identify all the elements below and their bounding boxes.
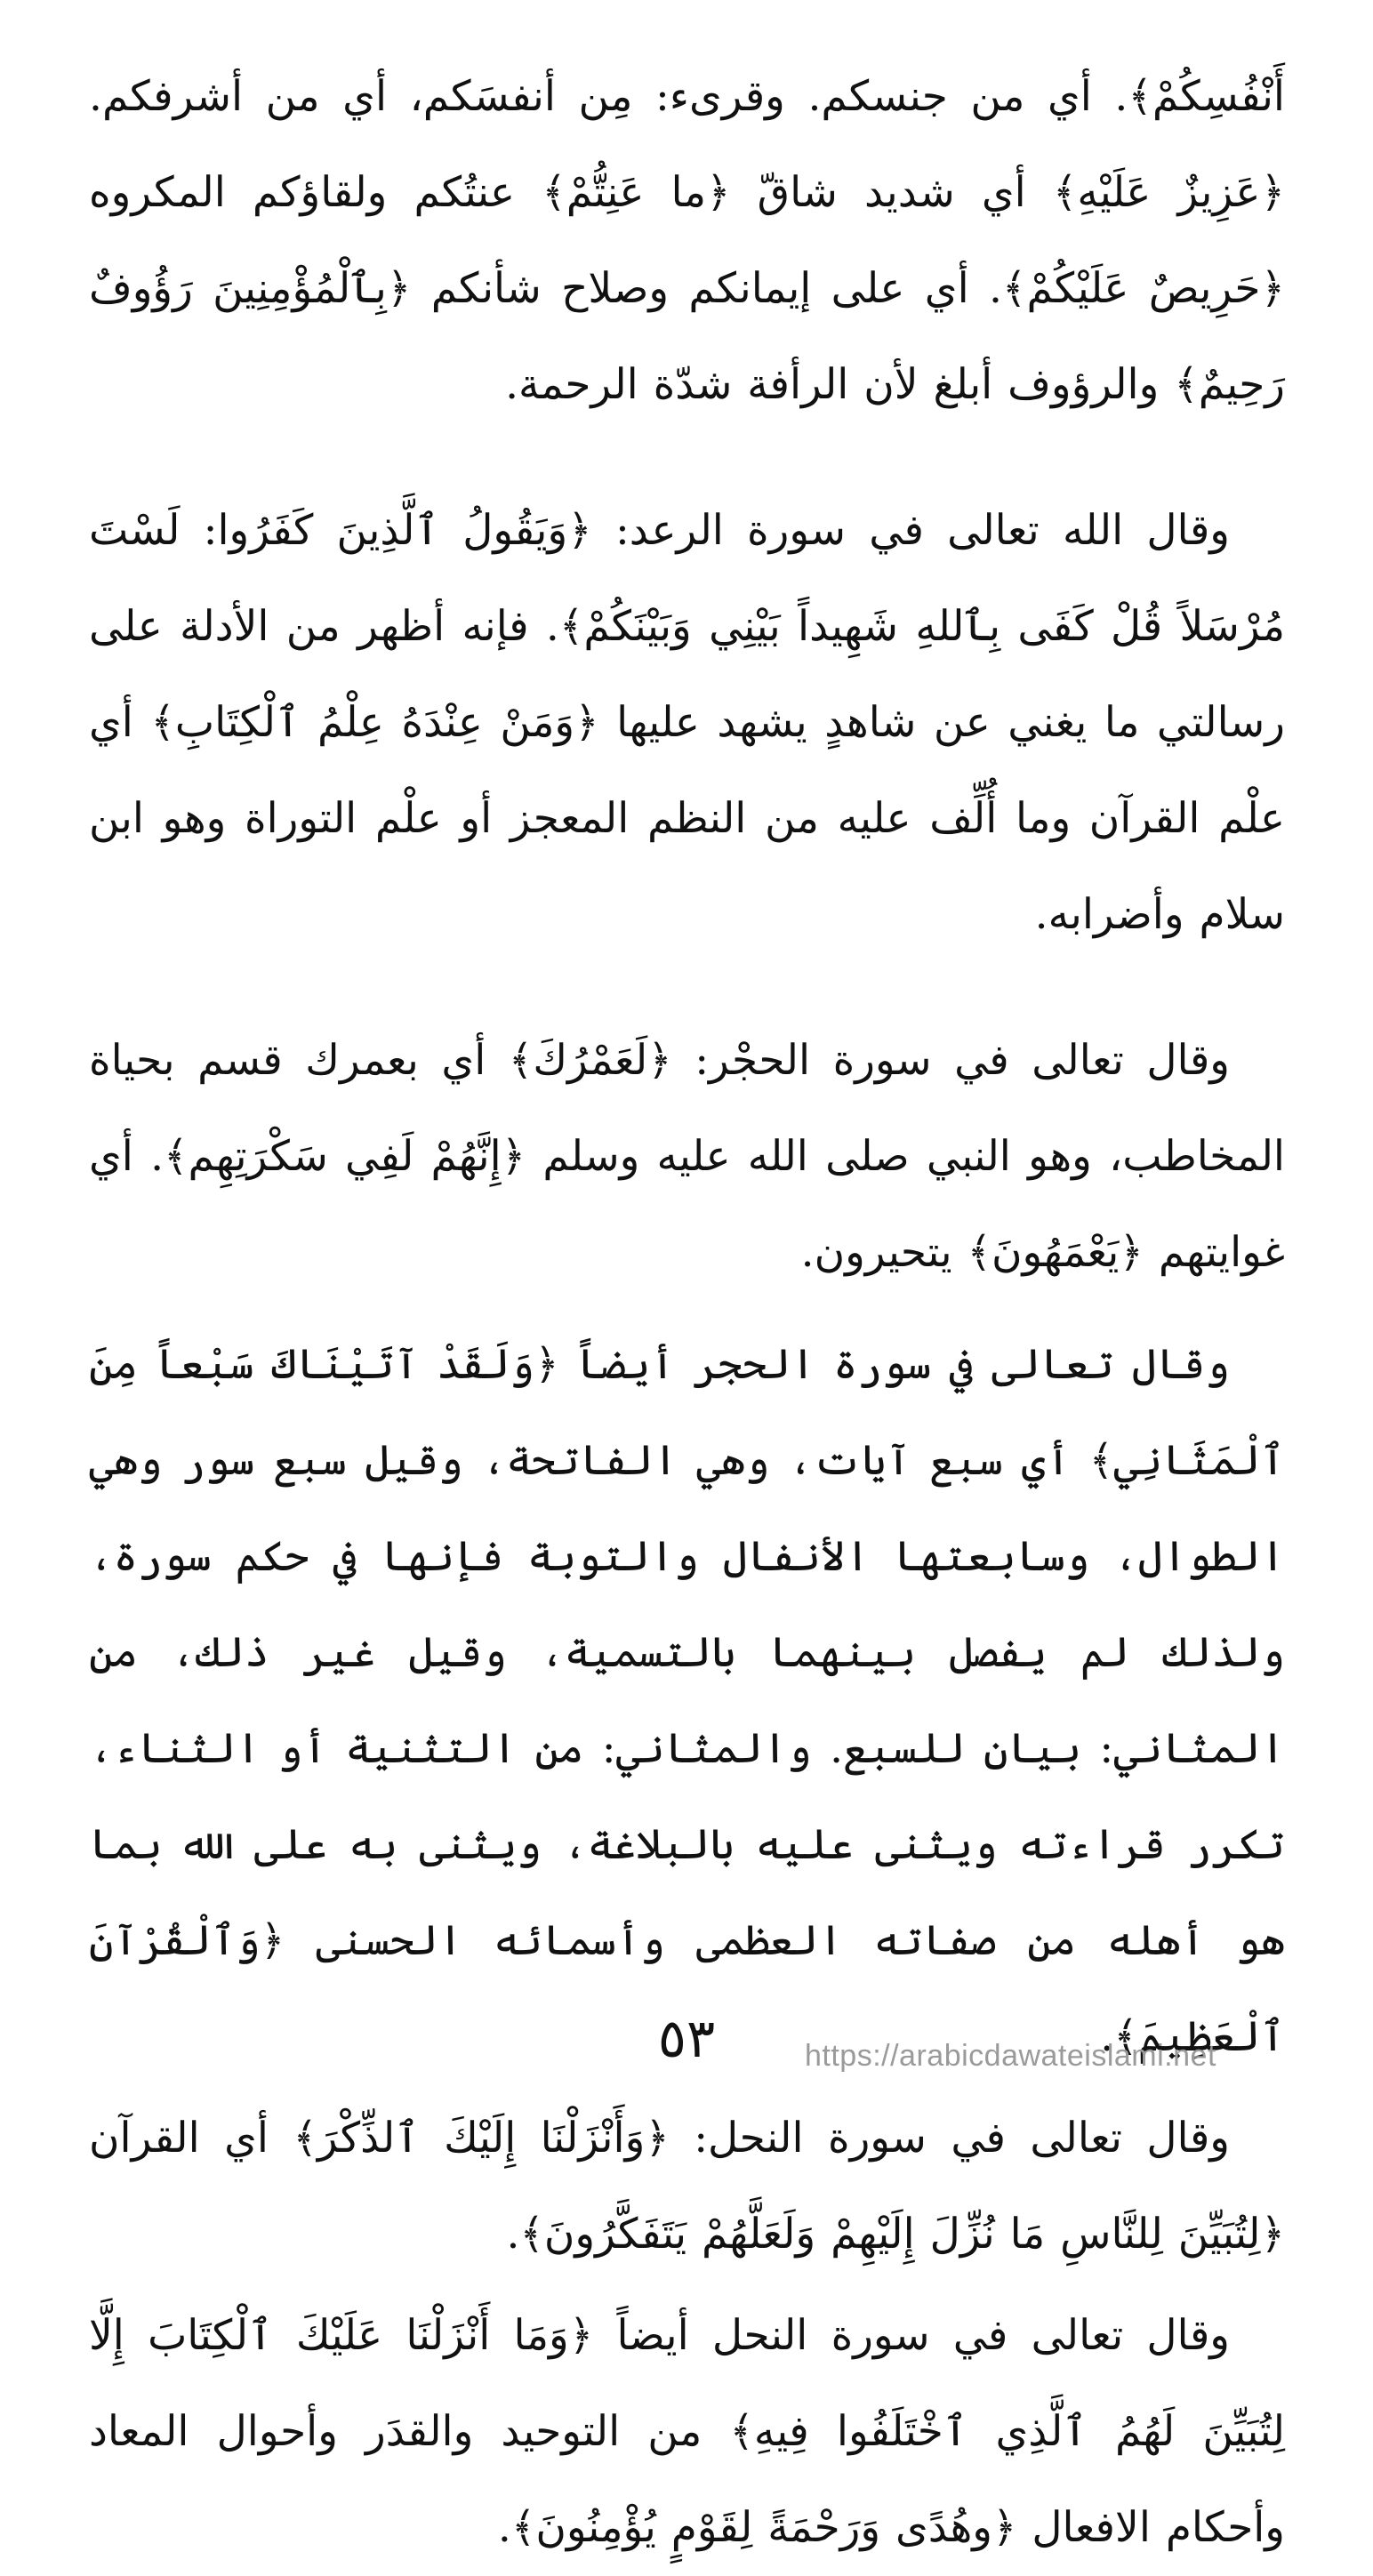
paragraph-4: وقال تعالى في سورة الحجر أيضاً ﴿وَلَقَدْ آتَيْنَاكَ سَبْعاً مِنَ ٱلْمَثَانِي﴾ أي سبع آيات، وهي الفاتحة، وقيل سبع سور وهي الطوال، وسابعتها الأنفال والتوبة فإنها في حكم سورة، ولذلك لم يفصل بينهما بالتسمية، وقيل غير ذلك، من المثاني: بيان للسبع. والمثاني: من التثنية أو الثناء، تكرر قراءته ويثنى عليه بالبلاغة، ويثنى به على الله بما هو أهله من صفاته العظمى وأسمائه الحسنى ﴿وَٱلْقُرْآنَ ٱلْعَظِيمَ﴾. [89,1340,1285,2061]
paragraph-1: أَنْفُسِكُمْ﴾. أي من جنسكم. وقرىء: مِن أنفسَكم، أي من أشرفكم. ﴿عَزِيزٌ عَلَيْهِ﴾ أي شديد شاقّ ﴿ما عَنِتُّمْ﴾ عنتُكم ولقاؤكم المكروه ﴿حَرِيصٌ عَلَيْكُمْ﴾. أي على إيمانكم وصلاح شأنكم ﴿بِٱلْمُؤْمِنِينَ رَؤُوفٌ رَحِيمٌ﴾ والرؤوف أبلغ لأن الرأفة شدّة الرحمة. [89,72,1285,409]
paragraph-6: وقال تعالى في سورة النحل أيضاً ﴿وَمَا أَنْزَلْنَا عَلَيْكَ ٱلْكِتَابَ إِلَّا لِتُبَيِّنَ لَهُمُ ٱلَّذِي ٱخْتَلَفُوا فِيهِ﴾ من التوحيد والقدَر وأحوال المعاد وأحكام الافعال ﴿وهُدًى وَرَحْمَةً لِقَوْمٍ يُؤْمِنُونَ﴾. [89,2311,1285,2552]
paragraph-2: وقال الله تعالى في سورة الرعد: ﴿وَيَقُولُ ٱلَّذِينَ كَفَرُوا: لَسْتَ مُرْسَلاً قُلْ كَفَى بِٱللهِ شَهِيداً بَيْنِي وَبَيْنَكُمْ﴾. فإنه أظهر من الأدلة على رسالتي ما يغني عن شاهدٍ يشهد عليها ﴿وَمَنْ عِنْدَهُ عِلْمُ ٱلْكِتَابِ﴾ أي علْم القرآن وما أُلِّف عليه من النظم المعجز أو علْم التوراة وهو ابن سلام وأضرابه. [89,506,1285,939]
page-body [89,49,1285,2576]
watermark-url: https://arabicdawateislami.net [805,2039,1216,2073]
paragraph-3: وقال تعالى في سورة الحجْر: ﴿لَعَمْرُكَ﴾ أي بعمرك قسم بحياة المخاطب، وهو النبي صلى الله عليه وسلم ﴿إِنَّهُمْ لَفِي سَكْرَتِهِم﴾. أي غوايتهم ﴿يَعْمَهُونَ﴾ يتحيرون. [89,1036,1285,1277]
paragraph-5: وقال تعالى في سورة النحل: ﴿وَأَنْزَلْنَا إِلَيْكَ ٱلذِّكْرَ﴾ أي القرآن ﴿لِتُبَيِّنَ لِلنَّاسِ مَا نُزِّلَ إِلَيْهِمْ وَلَعَلَّهُمْ يَتَفَكَّرُونَ﴾. [89,2114,1285,2259]
page-number: ٥٣ [657,2008,716,2070]
